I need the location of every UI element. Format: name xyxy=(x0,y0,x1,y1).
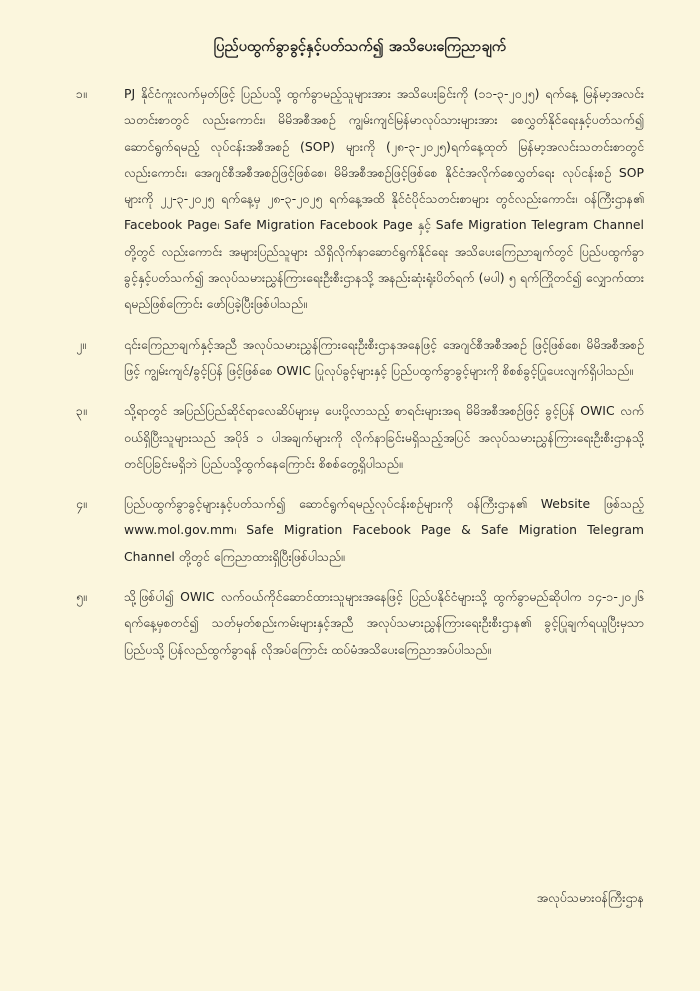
paragraph-text: သို့ရာတွင် အပြည်ပြည်ဆိုင်ရာလေဆိပ်များမှ ပေးပို့လာသည့် စာရင်းများအရ မိမိအစီအစဉ်ဖြင့် ခွင့်ပြန် OWIC လက်ဝယ်ရှိပြီးသူများသည် အပိုဒ် ၁ ပါအချက်များကို လိုက်နာခြင်းမရှိသည့်အပြင် အလုပ်သမားညွှန်ကြားရေးဦးစီးဌာနသို့ တင်ပြခြင်းမရှိဘဲ ပြည်ပသို့ထွက်နေကြောင်း စိစစ်တွေ့ရှိပါသည်။ xyxy=(124,403,644,471)
paragraph-number: ၃။ xyxy=(76,403,87,419)
paragraph-1 xyxy=(76,81,644,318)
document-title: ပြည်ပထွက်ခွာခွင့်နှင့်ပတ်သက်၍ အသိပေးကြေညာချက် xyxy=(213,39,507,55)
paragraph-4 xyxy=(76,491,644,570)
paragraph-text: PJ နိုင်ငံကူးလက်မှတ်ဖြင့် ပြည်ပသို့ ထွက်ခွာမည့်သူများအား အသိပေးခြင်းကို (၁၁-၃-၂၀၂၅) ရက်နေ့ မြန်မာ့အလင်းသတင်းစာတွင် လည်းကောင်း၊ မိမိအစီအစဉ် ကျွမ်းကျင်မြန်မာလုပ်သားများအား စေလွှတ်နိုင်ရေးနှင့်ပတ်သက်၍ ဆောင်ရွက်ရမည့် လုပ်ငန်းအစီအစဉ် (SOP) များကို (၂၈-၃-၂၀၂၅)ရက်နေ့ထုတ် မြန်မာ့အလင်းသတင်းစာတွင် လည်းကောင်း၊ အေဂျင်စီအစီအစဉ်ဖြင့်ဖြစ်စေ၊ မိမိအစီအစဉ်ဖြင့်ဖြစ်စေ နိုင်ငံအလိုက်စေလွှတ်ရေး လုပ်ငန်းစဉ် SOP များကို ၂၂-၃-၂၀၂၅ ရက်နေ့မှ ၂၈-၃-၂၀၂၅ ရက်နေ့အထိ နိုင်ငံပိုင်သတင်းစာများ တွင်လည်းကောင်း၊ ဝန်ကြီးဌာန၏ Facebook Page၊ Safe Migration Facebook Page နှင့် Safe Migration Telegram Channel တို့တွင် လည်းကောင်း အများပြည်သူများ သိရှိလိုက်နာဆောင်ရွက်နိုင်ရေး အသိပေးကြေညာချက်တွင် ပြည်ပထွက်ခွာခွင့်နှင့်ပတ်သက်၍ အလုပ်သမားညွှန်ကြားရေးဦးစီးဌာနသို့ အနည်းဆုံးရုံးပိတ်ရက် (မပါ) ၅ ရက်ကြိုတင်၍ လျှောက်ထားရမည်ဖြစ်ကြောင်း ဖော်ပြခဲ့ပြီးဖြစ်ပါသည်။ xyxy=(124,86,644,312)
paragraph-5 xyxy=(76,584,644,663)
paragraph-text: ပြည်ပထွက်ခွာခွင့်များနှင့်ပတ်သက်၍ ဆောင်ရွက်ရမည့်လုပ်ငန်းစဉ်များကို ဝန်ကြီးဌာန၏ Website ဖြစ်သည့် www.mol.gov.mm၊ Safe Migration Facebook Page & Safe Migration Telegram Channel တို့တွင် ကြေညာထားရှိပြီးဖြစ်ပါသည်။ xyxy=(124,496,644,564)
paragraph-text: ၎င်းကြေညာချက်နှင့်အညီ အလုပ်သမားညွှန်ကြားရေးဦးစီးဌာနအနေဖြင့် အေဂျင်စီအစီအစဉ် ဖြင့်ဖြစ်စေ၊ မိမိအစီအစဉ်ဖြင့် ကျွမ်းကျင်/ခွင့်ပြန် ဖြင့်ဖြစ်စေ OWIC ပြုလုပ်ခွင့်များနှင့် ပြည်ပထွက်ခွာခွင့်များကို စိစစ်ခွင့်ပြုပေးလျက်ရှိပါသည်။ xyxy=(124,336,644,378)
paragraph-number: ၅။ xyxy=(76,589,87,605)
paragraph-number: ၄။ xyxy=(76,496,87,512)
paragraph-2 xyxy=(76,332,644,385)
signature-ministry: အလုပ်သမားဝန်ကြီးဌာန xyxy=(536,890,644,905)
paragraph-text: သို့ဖြစ်ပါ၍ OWIC လက်ဝယ်ကိုင်ဆောင်ထားသူများအနေဖြင့် ပြည်ပနိုင်ငံများသို့ ထွက်ခွာမည်ဆိုပါက ၁၄-၁-၂၀၂၆ ရက်နေ့မှစတင်၍ သတ်မှတ်စည်းကမ်းများနှင့်အညီ အလုပ်သမားညွှန်ကြားရေးဦးစီးဌာန၏ ခွင့်ပြုချက်ရယူပြီးမှသာ ပြည်ပသို့ ပြန်လည်ထွက်ခွာရန် လိုအပ်ကြောင်း ထပ်မံအသိပေးကြေညာအပ်ပါသည်။ xyxy=(124,589,644,657)
paragraph-number: ၁။ xyxy=(76,86,87,101)
paragraph-3 xyxy=(76,398,644,477)
paragraph-number: ၂။ xyxy=(76,336,86,352)
